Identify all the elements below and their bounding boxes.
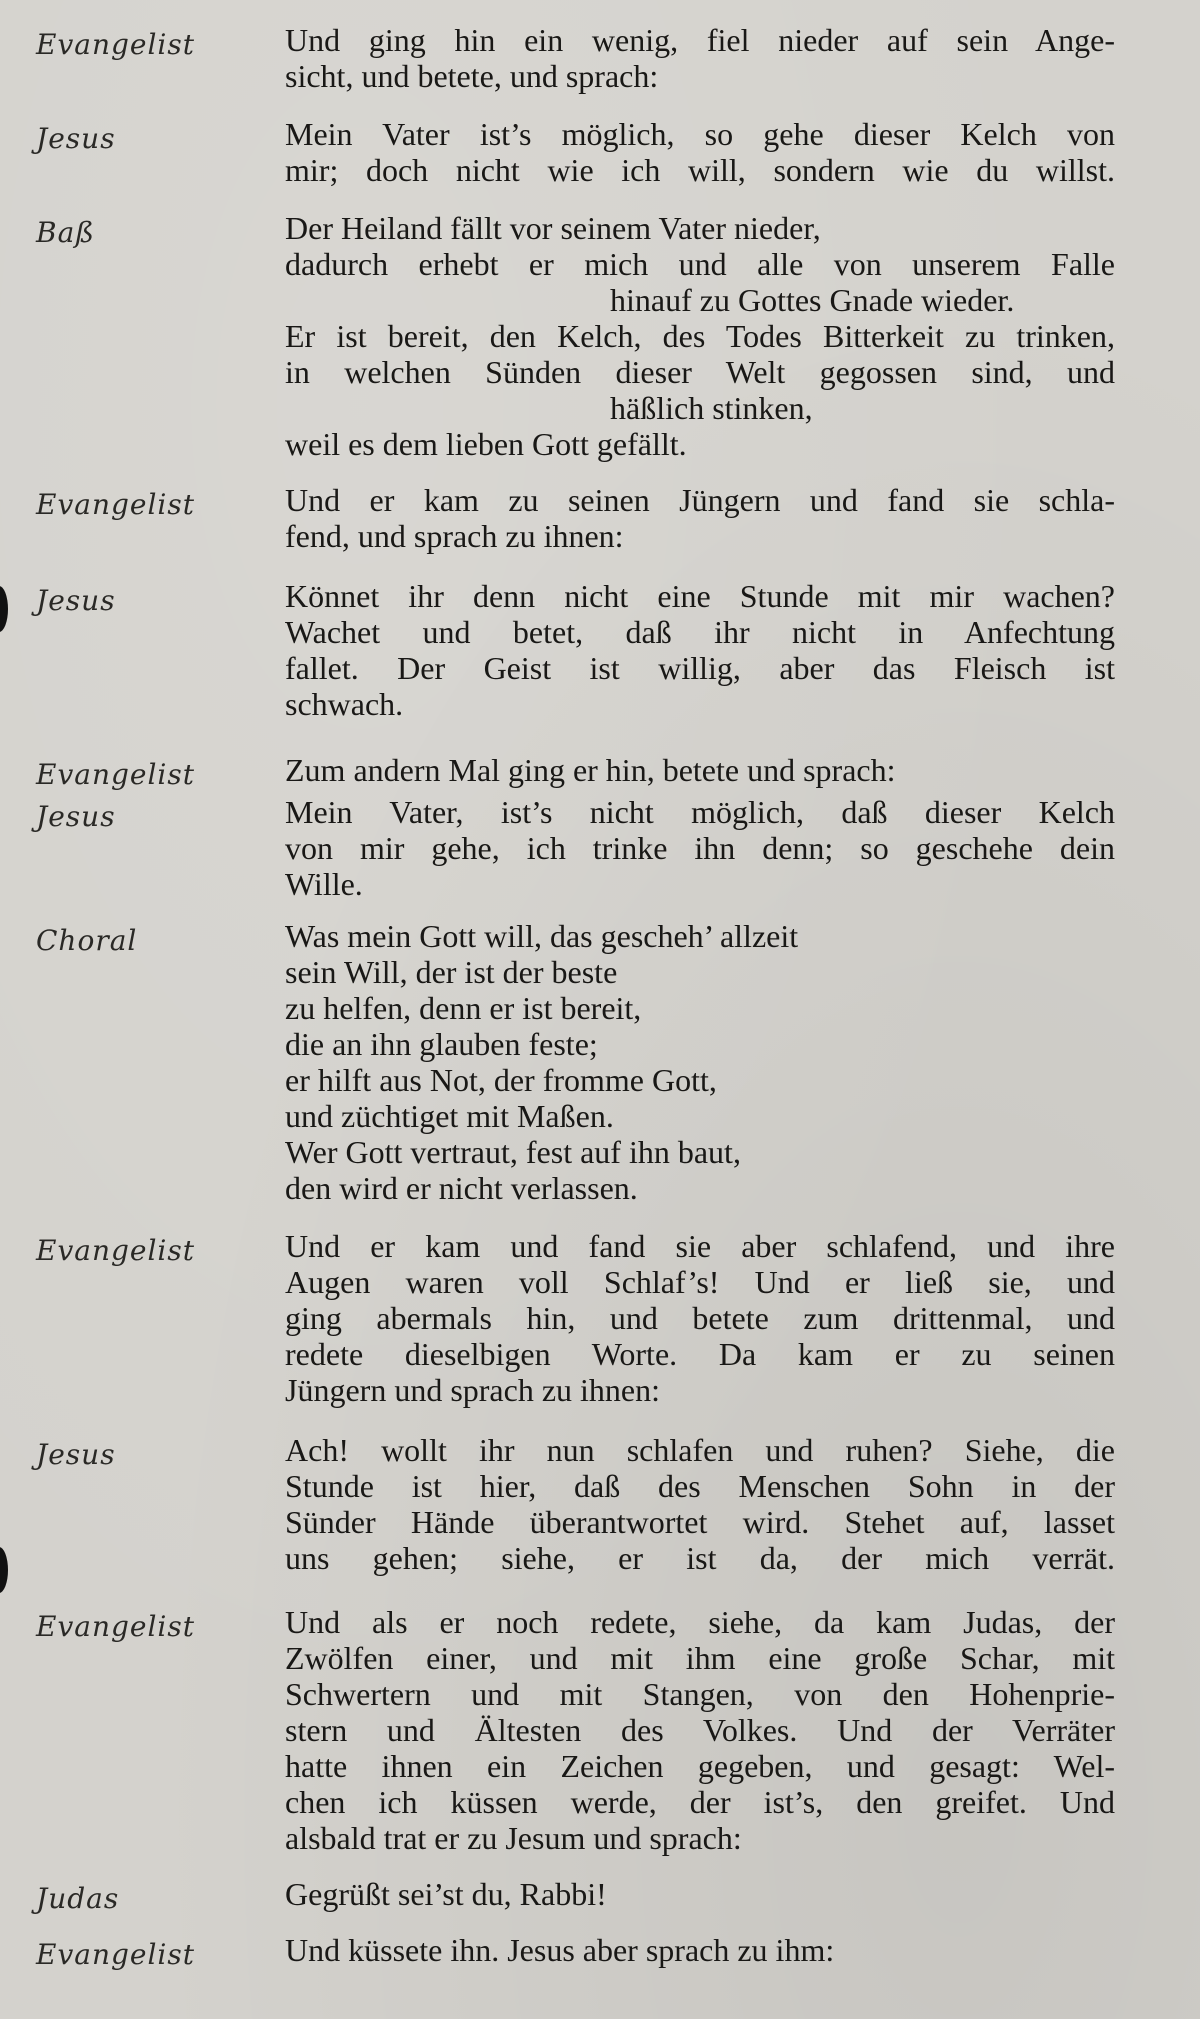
text-line: uns gehen; siehe, er ist da, der mich verrät. xyxy=(285,1540,1115,1576)
speaker-label: Jesus xyxy=(36,800,116,833)
text-line: alsbald trat er zu Jesum und sprach: xyxy=(285,1820,742,1856)
passage-text xyxy=(285,752,1115,788)
speaker-label: Evangelist xyxy=(36,28,196,61)
speaker-label: Baß xyxy=(36,216,95,249)
text-line: fend, und sprach zu ihnen: xyxy=(285,518,624,554)
text-line: Wille. xyxy=(285,866,363,902)
text-line: hinauf zu Gottes Gnade wieder. xyxy=(610,282,1015,318)
text-line: fallet. Der Geist ist willig, aber das Fleisch ist xyxy=(285,650,1115,686)
text-line: Und ging hin ein wenig, fiel nieder auf sein Ange- xyxy=(285,22,1115,58)
passage-text xyxy=(285,1876,1115,1912)
text-line: die an ihn glauben feste; xyxy=(285,1026,598,1062)
text-line: sicht, und betete, und sprach: xyxy=(285,58,659,94)
text-line: Was mein Gott will, das gescheh’ allzeit xyxy=(285,918,799,954)
passage-text xyxy=(285,210,1115,462)
speaker-label: Jesus xyxy=(36,584,116,617)
text-line: Der Heiland fällt vor seinem Vater nieder, xyxy=(285,210,821,246)
binding-hole-mark xyxy=(0,1547,8,1593)
text-line: schwach. xyxy=(285,686,404,722)
text-line: chen ich küssen werde, der ist’s, den greifet. Und xyxy=(285,1784,1115,1820)
speaker-label: Choral xyxy=(36,924,138,957)
text-line: von mir gehe, ich trinke ihn denn; so geschehe dein xyxy=(285,830,1115,866)
speaker-label: Evangelist xyxy=(36,1938,196,1971)
binding-hole-mark xyxy=(0,586,8,632)
speaker-label: Evangelist xyxy=(36,758,196,791)
text-line: stern und Ältesten des Volkes. Und der Verräter xyxy=(285,1712,1115,1748)
passage-text xyxy=(285,1604,1115,1856)
text-line: Und küssete ihn. Jesus aber sprach zu ihm: xyxy=(285,1932,835,1968)
text-line: Wer Gott vertraut, fest auf ihn baut, xyxy=(285,1134,741,1170)
passage-text xyxy=(285,116,1115,188)
text-line: Zwölfen einer, und mit ihm eine große Schar, mit xyxy=(285,1640,1115,1676)
text-line: zu helfen, denn er ist bereit, xyxy=(285,990,642,1026)
text-line: sein Will, der ist der beste xyxy=(285,954,618,990)
text-line: Mein Vater ist’s möglich, so gehe dieser Kelch von xyxy=(285,116,1115,152)
speaker-label: Evangelist xyxy=(36,1610,196,1643)
text-line: er hilft aus Not, der fromme Gott, xyxy=(285,1062,717,1098)
text-line: Und er kam zu seinen Jüngern und fand sie schla- xyxy=(285,482,1115,518)
text-line: Sünder Hände überantwortet wird. Stehet auf, lasset xyxy=(285,1504,1115,1540)
passage-text xyxy=(285,1432,1115,1576)
passage-text xyxy=(285,482,1115,554)
text-line: Wachet und betet, daß ihr nicht in Anfechtung xyxy=(285,614,1115,650)
speaker-label: Judas xyxy=(36,1882,120,1915)
text-line: Augen waren voll Schlaf’s! Und er ließ sie, und xyxy=(285,1264,1115,1300)
passage-text xyxy=(285,1228,1115,1408)
passage-text xyxy=(285,578,1115,722)
passage-text xyxy=(285,918,1115,1206)
text-line: Ach! wollt ihr nun schlafen und ruhen? Siehe, die xyxy=(285,1432,1115,1468)
text-line: Und er kam und fand sie aber schlafend, und ihre xyxy=(285,1228,1115,1264)
text-line: häßlich stinken, xyxy=(610,390,813,426)
text-line: weil es dem lieben Gott gefällt. xyxy=(285,426,687,462)
speaker-label: Evangelist xyxy=(36,1234,196,1267)
speaker-label: Jesus xyxy=(36,122,116,155)
text-line: in welchen Sünden dieser Welt gegossen sind, und xyxy=(285,354,1115,390)
text-line: Jüngern und sprach zu ihnen: xyxy=(285,1372,661,1408)
text-line: Gegrüßt sei’st du, Rabbi! xyxy=(285,1876,607,1912)
text-line: redete dieselbigen Worte. Da kam er zu seinen xyxy=(285,1336,1115,1372)
passage-text xyxy=(285,22,1115,94)
text-line: ging abermals hin, und betete zum drittenmal, und xyxy=(285,1300,1115,1336)
text-line: Mein Vater, ist’s nicht möglich, daß dieser Kelch xyxy=(285,794,1115,830)
text-line: den wird er nicht verlassen. xyxy=(285,1170,638,1206)
text-line: Stunde ist hier, daß des Menschen Sohn in der xyxy=(285,1468,1115,1504)
text-line: Und als er noch redete, siehe, da kam Judas, der xyxy=(285,1604,1115,1640)
text-line: hatte ihnen ein Zeichen gegeben, und gesagt: Wel- xyxy=(285,1748,1115,1784)
text-line: Schwertern und mit Stangen, von den Hohenprie- xyxy=(285,1676,1115,1712)
text-line: Könnet ihr denn nicht eine Stunde mit mir wachen? xyxy=(285,578,1115,614)
passage-text xyxy=(285,794,1115,902)
speaker-label: Evangelist xyxy=(36,488,196,521)
text-line: und züchtiget mit Maßen. xyxy=(285,1098,614,1134)
text-line: dadurch erhebt er mich und alle von unserem Falle xyxy=(285,246,1115,282)
text-line: Zum andern Mal ging er hin, betete und sprach: xyxy=(285,752,896,788)
text-line: Er ist bereit, den Kelch, des Todes Bitterkeit zu trinken, xyxy=(285,318,1115,354)
speaker-label: Jesus xyxy=(36,1438,116,1471)
text-line: mir; doch nicht wie ich will, sondern wie du willst. xyxy=(285,152,1115,188)
passage-text xyxy=(285,1932,1115,1968)
